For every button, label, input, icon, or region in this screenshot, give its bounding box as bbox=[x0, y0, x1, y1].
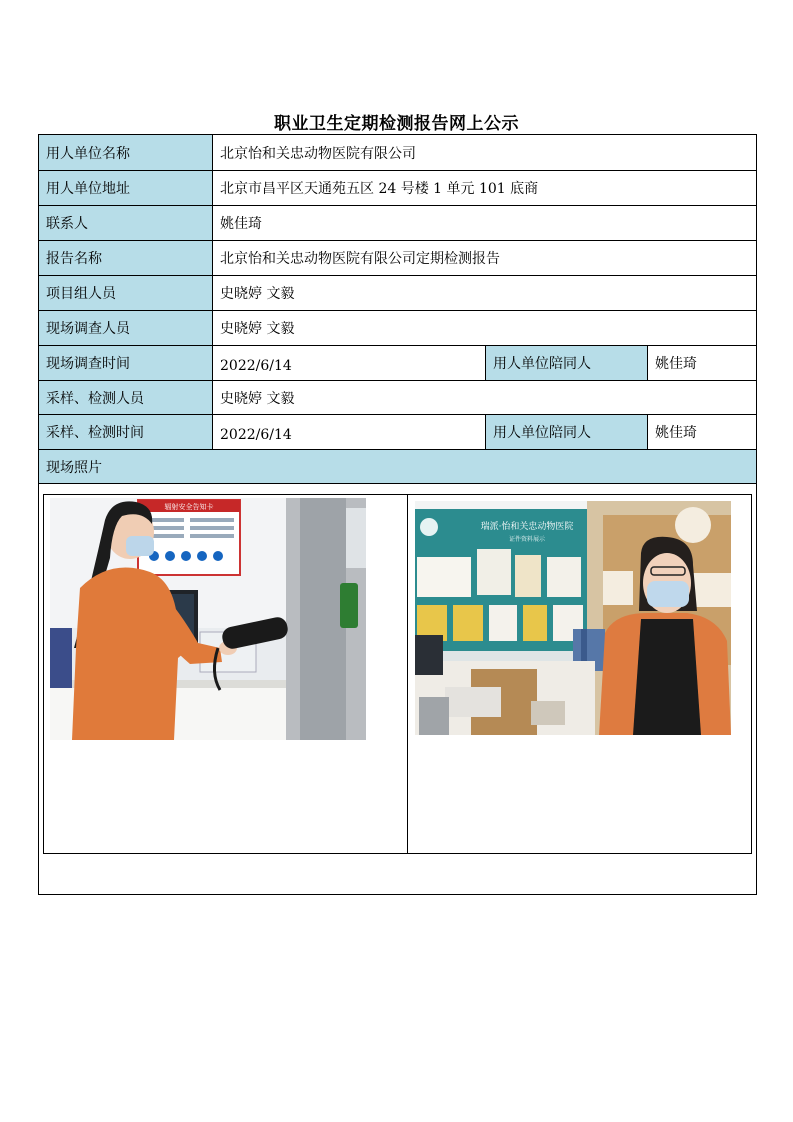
site-photo-escort bbox=[415, 501, 731, 735]
sampling-escort-value: 姚佳琦 bbox=[647, 415, 756, 449]
table-row bbox=[39, 206, 756, 241]
contact-value: 姚佳琦 bbox=[212, 206, 756, 240]
table-row bbox=[39, 311, 756, 346]
page-title: 职业卫生定期检测报告网上公示 bbox=[274, 114, 519, 134]
project-team-value: 史晓婷 文毅 bbox=[212, 276, 756, 310]
report-name-value: 北京怡和关忠动物医院有限公司定期检测报告 bbox=[212, 241, 756, 275]
site-photo-measurement bbox=[50, 498, 366, 740]
sampling-escort-label: 用人单位陪同人 bbox=[485, 415, 647, 449]
project-team-label: 项目组人员 bbox=[39, 276, 212, 310]
photo-frame bbox=[43, 494, 752, 854]
table-row bbox=[39, 415, 756, 450]
employer-address-label: 用人单位地址 bbox=[39, 171, 212, 205]
survey-staff-value: 史晓婷 文毅 bbox=[212, 311, 756, 345]
sampling-staff-label: 采样、检测人员 bbox=[39, 381, 212, 414]
table-row bbox=[39, 171, 756, 206]
sampling-staff-value: 史晓婷 文毅 bbox=[212, 381, 756, 414]
table-row bbox=[39, 381, 756, 415]
photos-label: 现场照片 bbox=[39, 450, 756, 483]
report-table bbox=[38, 134, 757, 895]
survey-time-value: 2022/6/14 bbox=[212, 346, 485, 380]
wall-sign-subtext: 证件资料展示 bbox=[508, 536, 546, 543]
survey-escort-value: 姚佳琦 bbox=[647, 346, 756, 380]
wall-sign-text: 瑞派·怡和关忠动物医院 bbox=[480, 522, 574, 532]
sampling-time-value: 2022/6/14 bbox=[212, 415, 485, 449]
table-row bbox=[39, 135, 756, 171]
sampling-time-label: 采样、检测时间 bbox=[39, 415, 212, 449]
table-row bbox=[39, 450, 756, 484]
report-name-label: 报告名称 bbox=[39, 241, 212, 275]
employer-name-value: 北京怡和关忠动物医院有限公司 bbox=[212, 135, 756, 170]
survey-escort-label: 用人单位陪同人 bbox=[485, 346, 647, 380]
table-row bbox=[39, 241, 756, 276]
photo-divider bbox=[407, 495, 408, 853]
notice-board-title: 辐射安全告知卡 bbox=[164, 503, 214, 511]
site-photo-escort-image bbox=[415, 501, 731, 735]
table-row bbox=[39, 276, 756, 311]
employer-name-label: 用人单位名称 bbox=[39, 135, 212, 170]
survey-staff-label: 现场调查人员 bbox=[39, 311, 212, 345]
site-photo-measurement-image bbox=[50, 498, 366, 740]
table-row bbox=[39, 346, 756, 381]
contact-label: 联系人 bbox=[39, 206, 212, 240]
survey-time-label: 现场调查时间 bbox=[39, 346, 212, 380]
employer-address-value: 北京市昌平区天通苑五区 24 号楼 1 单元 101 底商 bbox=[212, 171, 756, 205]
